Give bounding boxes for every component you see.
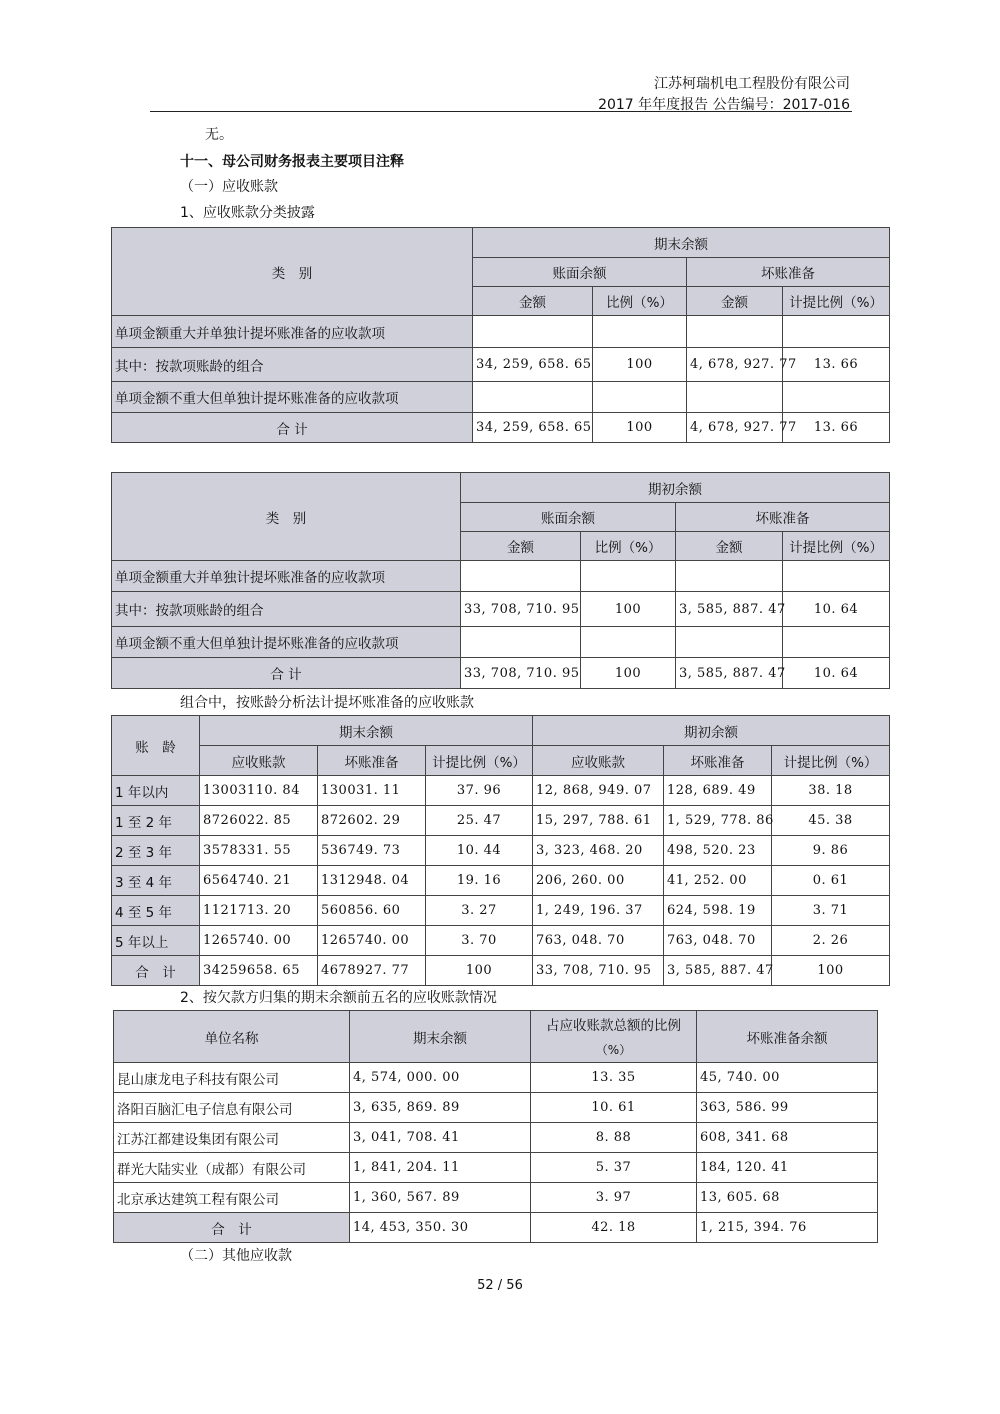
end-bad-debt-cell: 560856. 60	[318, 896, 426, 926]
ratio-cell	[593, 316, 687, 348]
end-balance-header: 期末余额	[350, 1011, 531, 1063]
begin-ratio-cell: 0. 61	[772, 866, 890, 896]
total-label: 合 计	[112, 956, 200, 986]
begin-receivable-cell: 33, 708, 710. 95	[533, 956, 664, 986]
debtor-name-cell: 北京承达建筑工程有限公司	[114, 1183, 350, 1213]
balance-cell: 14, 453, 350. 30	[350, 1213, 531, 1243]
table-row	[114, 1183, 878, 1213]
balance-cell: 1, 841, 204. 11	[350, 1153, 531, 1183]
share-header-line1: 占应收账款总额的比例	[531, 1011, 697, 1037]
age-cell: 3 至 4 年	[112, 866, 200, 896]
begin-receivable-cell: 763, 048. 70	[533, 926, 664, 956]
end-period-header: 期末余额	[200, 716, 533, 746]
debtor-name-cell: 洛阳百脑汇电子信息有限公司	[114, 1093, 350, 1123]
table-row	[112, 866, 890, 896]
unit-name-header: 单位名称	[114, 1011, 350, 1063]
bad-debt-balance-header: 坏账准备余额	[697, 1011, 878, 1063]
end-ratio-cell: 25. 47	[426, 806, 533, 836]
bad-debt-cell	[687, 382, 783, 413]
end-receivable-cell: 1265740. 00	[200, 926, 318, 956]
begin-receivable-cell: 206, 260. 00	[533, 866, 664, 896]
table-row	[114, 1123, 878, 1153]
amount-cell: 33, 708, 710. 95	[461, 592, 581, 627]
table-row	[112, 382, 890, 413]
age-cell: 4 至 5 年	[112, 896, 200, 926]
table-total-row	[112, 658, 890, 689]
subsection-classification: 1、应收账款分类披露	[180, 205, 315, 221]
bad-debt-cell	[687, 316, 783, 348]
amount-header: 金额	[473, 287, 593, 316]
table-total-row	[114, 1213, 878, 1243]
amount-cell	[473, 382, 593, 413]
bad-debt-cell: 13, 605. 68	[697, 1183, 878, 1213]
begin-receivable-cell: 15, 297, 788. 61	[533, 806, 664, 836]
begin-receivable-cell: 12, 868, 949. 07	[533, 776, 664, 806]
ratio-header: 比例（%）	[593, 287, 687, 316]
share-cell: 8. 88	[531, 1123, 697, 1153]
begin-ratio-cell: 45. 38	[772, 806, 890, 836]
debtor-name-cell: 群光大陆实业（成都）有限公司	[114, 1153, 350, 1183]
bad-debt-header: 坏账准备	[318, 746, 426, 776]
bad-debt-cell: 4, 678, 927. 77	[687, 348, 783, 382]
book-balance-header: 账面余额	[461, 503, 676, 532]
end-ratio-cell: 19. 16	[426, 866, 533, 896]
end-receivable-cell: 34259658. 65	[200, 956, 318, 986]
none-text: 无。	[205, 127, 233, 143]
bad-debt-header: 坏账准备	[664, 746, 772, 776]
begin-bad-debt-cell: 624, 598. 19	[664, 896, 772, 926]
amount-cell	[473, 316, 593, 348]
end-bad-debt-cell: 536749. 73	[318, 836, 426, 866]
subsection-receivables: （一）应收账款	[180, 179, 278, 195]
table-row	[114, 1063, 878, 1093]
end-receivable-cell: 1121713. 20	[200, 896, 318, 926]
total-label: 合 计	[112, 413, 473, 443]
end-ratio-cell: 10. 44	[426, 836, 533, 866]
table-row	[112, 316, 890, 348]
bad-debt-cell: 184, 120. 41	[697, 1153, 878, 1183]
end-ratio-cell: 100	[426, 956, 533, 986]
begin-bad-debt-cell: 128, 689. 49	[664, 776, 772, 806]
begin-ratio-cell: 2. 26	[772, 926, 890, 956]
amount-header: 金额	[461, 532, 581, 561]
share-cell: 13. 35	[531, 1063, 697, 1093]
balance-cell: 4, 574, 000. 00	[350, 1063, 531, 1093]
provision-cell	[783, 627, 890, 658]
provision-cell: 10. 64	[783, 592, 890, 627]
table-row	[112, 806, 890, 836]
ratio-cell: 100	[581, 592, 676, 627]
table-row	[112, 348, 890, 382]
bad-debt-header: 坏账准备	[687, 258, 890, 287]
bad-debt-header: 坏账准备	[676, 503, 890, 532]
bad-debt-cell: 4, 678, 927. 77	[687, 413, 783, 443]
begin-ratio-cell: 38. 18	[772, 776, 890, 806]
table-row	[112, 561, 890, 592]
balance-cell: 1, 360, 567. 89	[350, 1183, 531, 1213]
balance-cell: 3, 041, 708. 41	[350, 1123, 531, 1153]
table-total-row	[112, 413, 890, 443]
begin-bad-debt-cell: 498, 520. 23	[664, 836, 772, 866]
subsection-other-receivables: （二）其他应收款	[180, 1248, 292, 1264]
table-row	[114, 1093, 878, 1123]
section-title: 十一、母公司财务报表主要项目注释	[180, 154, 404, 170]
provision-cell	[783, 561, 890, 592]
bad-debt-cell	[676, 627, 783, 658]
end-receivable-cell: 3578331. 55	[200, 836, 318, 866]
end-bad-debt-cell: 872602. 29	[318, 806, 426, 836]
table-row	[112, 896, 890, 926]
share-cell: 42. 18	[531, 1213, 697, 1243]
begin-bad-debt-cell: 3, 585, 887. 47	[664, 956, 772, 986]
ratio-cell: 100	[581, 658, 676, 689]
begin-bad-debt-cell: 41, 252. 00	[664, 866, 772, 896]
bad-debt-cell	[676, 561, 783, 592]
total-label: 合 计	[114, 1213, 350, 1243]
begin-bad-debt-cell: 763, 048. 70	[664, 926, 772, 956]
begin-receivable-cell: 3, 323, 468. 20	[533, 836, 664, 866]
end-bad-debt-cell: 1265740. 00	[318, 926, 426, 956]
share-cell: 10. 61	[531, 1093, 697, 1123]
top-five-title: 2、按欠款方归集的期末余额前五名的应收账款情况	[180, 990, 497, 1006]
provision-ratio-header: 计提比例（%）	[783, 287, 890, 316]
amount-cell: 34, 259, 658. 65	[473, 348, 593, 382]
balance-cell: 3, 635, 869. 89	[350, 1093, 531, 1123]
end-ratio-cell: 3. 27	[426, 896, 533, 926]
table-row	[112, 836, 890, 866]
age-cell: 5 年以上	[112, 926, 200, 956]
period-header: 期末余额	[473, 228, 890, 258]
share-cell: 5. 37	[531, 1153, 697, 1183]
end-bad-debt-cell: 130031. 11	[318, 776, 426, 806]
end-bad-debt-cell: 1312948. 04	[318, 866, 426, 896]
table-row	[114, 1153, 878, 1183]
ratio-header: 比例（%）	[581, 532, 676, 561]
table-row	[112, 592, 890, 627]
table-aging-analysis	[111, 715, 890, 986]
provision-cell: 10. 64	[783, 658, 890, 689]
share-header-line2: （%）	[531, 1037, 697, 1063]
amount-cell: 34, 259, 658. 65	[473, 413, 593, 443]
page-number: 52 / 56	[477, 1278, 523, 1293]
table-row	[112, 926, 890, 956]
age-cell: 1 年以内	[112, 776, 200, 806]
share-cell: 3. 97	[531, 1183, 697, 1213]
begin-ratio-cell: 9. 86	[772, 836, 890, 866]
ratio-cell	[581, 561, 676, 592]
table-top-five-debtors	[113, 1010, 878, 1243]
begin-ratio-cell: 3. 71	[772, 896, 890, 926]
end-receivable-cell: 8726022. 85	[200, 806, 318, 836]
amount-header: 金额	[676, 532, 783, 561]
debtor-name-cell: 江苏江都建设集团有限公司	[114, 1123, 350, 1153]
provision-cell: 13. 66	[783, 413, 890, 443]
end-receivable-cell: 6564740. 21	[200, 866, 318, 896]
header-rule	[150, 111, 852, 112]
amount-cell	[461, 627, 581, 658]
book-balance-header: 账面余额	[473, 258, 687, 287]
type-header: 类 别	[112, 228, 473, 316]
debtor-name-cell: 昆山康龙电子科技有限公司	[114, 1063, 350, 1093]
receivable-header: 应收账款	[200, 746, 318, 776]
bad-debt-cell: 1, 215, 394. 76	[697, 1213, 878, 1243]
age-cell: 1 至 2 年	[112, 806, 200, 836]
end-ratio-cell: 37. 96	[426, 776, 533, 806]
table-row	[112, 627, 890, 658]
company-name: 江苏柯瑞机电工程股份有限公司	[654, 76, 850, 92]
row-label: 其中：按款项账龄的组合	[112, 348, 473, 382]
bad-debt-cell: 363, 586. 99	[697, 1093, 878, 1123]
total-label: 合 计	[112, 658, 461, 689]
end-ratio-cell: 3. 70	[426, 926, 533, 956]
provision-cell	[783, 382, 890, 413]
bad-debt-cell: 3, 585, 887. 47	[676, 592, 783, 627]
report-number: 2017 年年度报告 公告编号：2017-016	[598, 97, 850, 113]
table-row	[112, 776, 890, 806]
amount-cell	[461, 561, 581, 592]
provision-ratio-header: 计提比例（%）	[783, 532, 890, 561]
period-header: 期初余额	[461, 473, 890, 503]
aging-combo-title: 组合中，按账龄分析法计提坏账准备的应收账款	[180, 695, 474, 711]
row-label: 单项金额重大并单独计提坏账准备的应收款项	[112, 561, 461, 592]
ratio-cell	[593, 382, 687, 413]
row-label: 其中：按款项账龄的组合	[112, 592, 461, 627]
type-header: 类 别	[112, 473, 461, 561]
amount-header: 金额	[687, 287, 783, 316]
ratio-cell: 100	[593, 348, 687, 382]
provision-cell	[783, 316, 890, 348]
begin-ratio-cell: 100	[772, 956, 890, 986]
bad-debt-cell: 608, 341. 68	[697, 1123, 878, 1153]
row-label: 单项金额不重大但单独计提坏账准备的应收款项	[112, 627, 461, 658]
bad-debt-cell: 3, 585, 887. 47	[676, 658, 783, 689]
bad-debt-cell: 45, 740. 00	[697, 1063, 878, 1093]
amount-cell: 33, 708, 710. 95	[461, 658, 581, 689]
end-bad-debt-cell: 4678927. 77	[318, 956, 426, 986]
receivable-header: 应收账款	[533, 746, 664, 776]
begin-period-header: 期初余额	[533, 716, 890, 746]
end-receivable-cell: 13003110. 84	[200, 776, 318, 806]
row-label: 单项金额不重大但单独计提坏账准备的应收款项	[112, 382, 473, 413]
age-cell: 2 至 3 年	[112, 836, 200, 866]
begin-receivable-cell: 1, 249, 196. 37	[533, 896, 664, 926]
provision-cell: 13. 66	[783, 348, 890, 382]
row-label: 单项金额重大并单独计提坏账准备的应收款项	[112, 316, 473, 348]
table-beginning-balance-classification	[111, 472, 890, 689]
table-total-row	[112, 956, 890, 986]
table-ending-balance-classification	[111, 227, 890, 443]
provision-ratio-header: 计提比例（%）	[426, 746, 533, 776]
ratio-cell	[581, 627, 676, 658]
age-header: 账 龄	[112, 716, 200, 776]
begin-bad-debt-cell: 1, 529, 778. 86	[664, 806, 772, 836]
provision-ratio-header: 计提比例（%）	[772, 746, 890, 776]
ratio-cell: 100	[593, 413, 687, 443]
